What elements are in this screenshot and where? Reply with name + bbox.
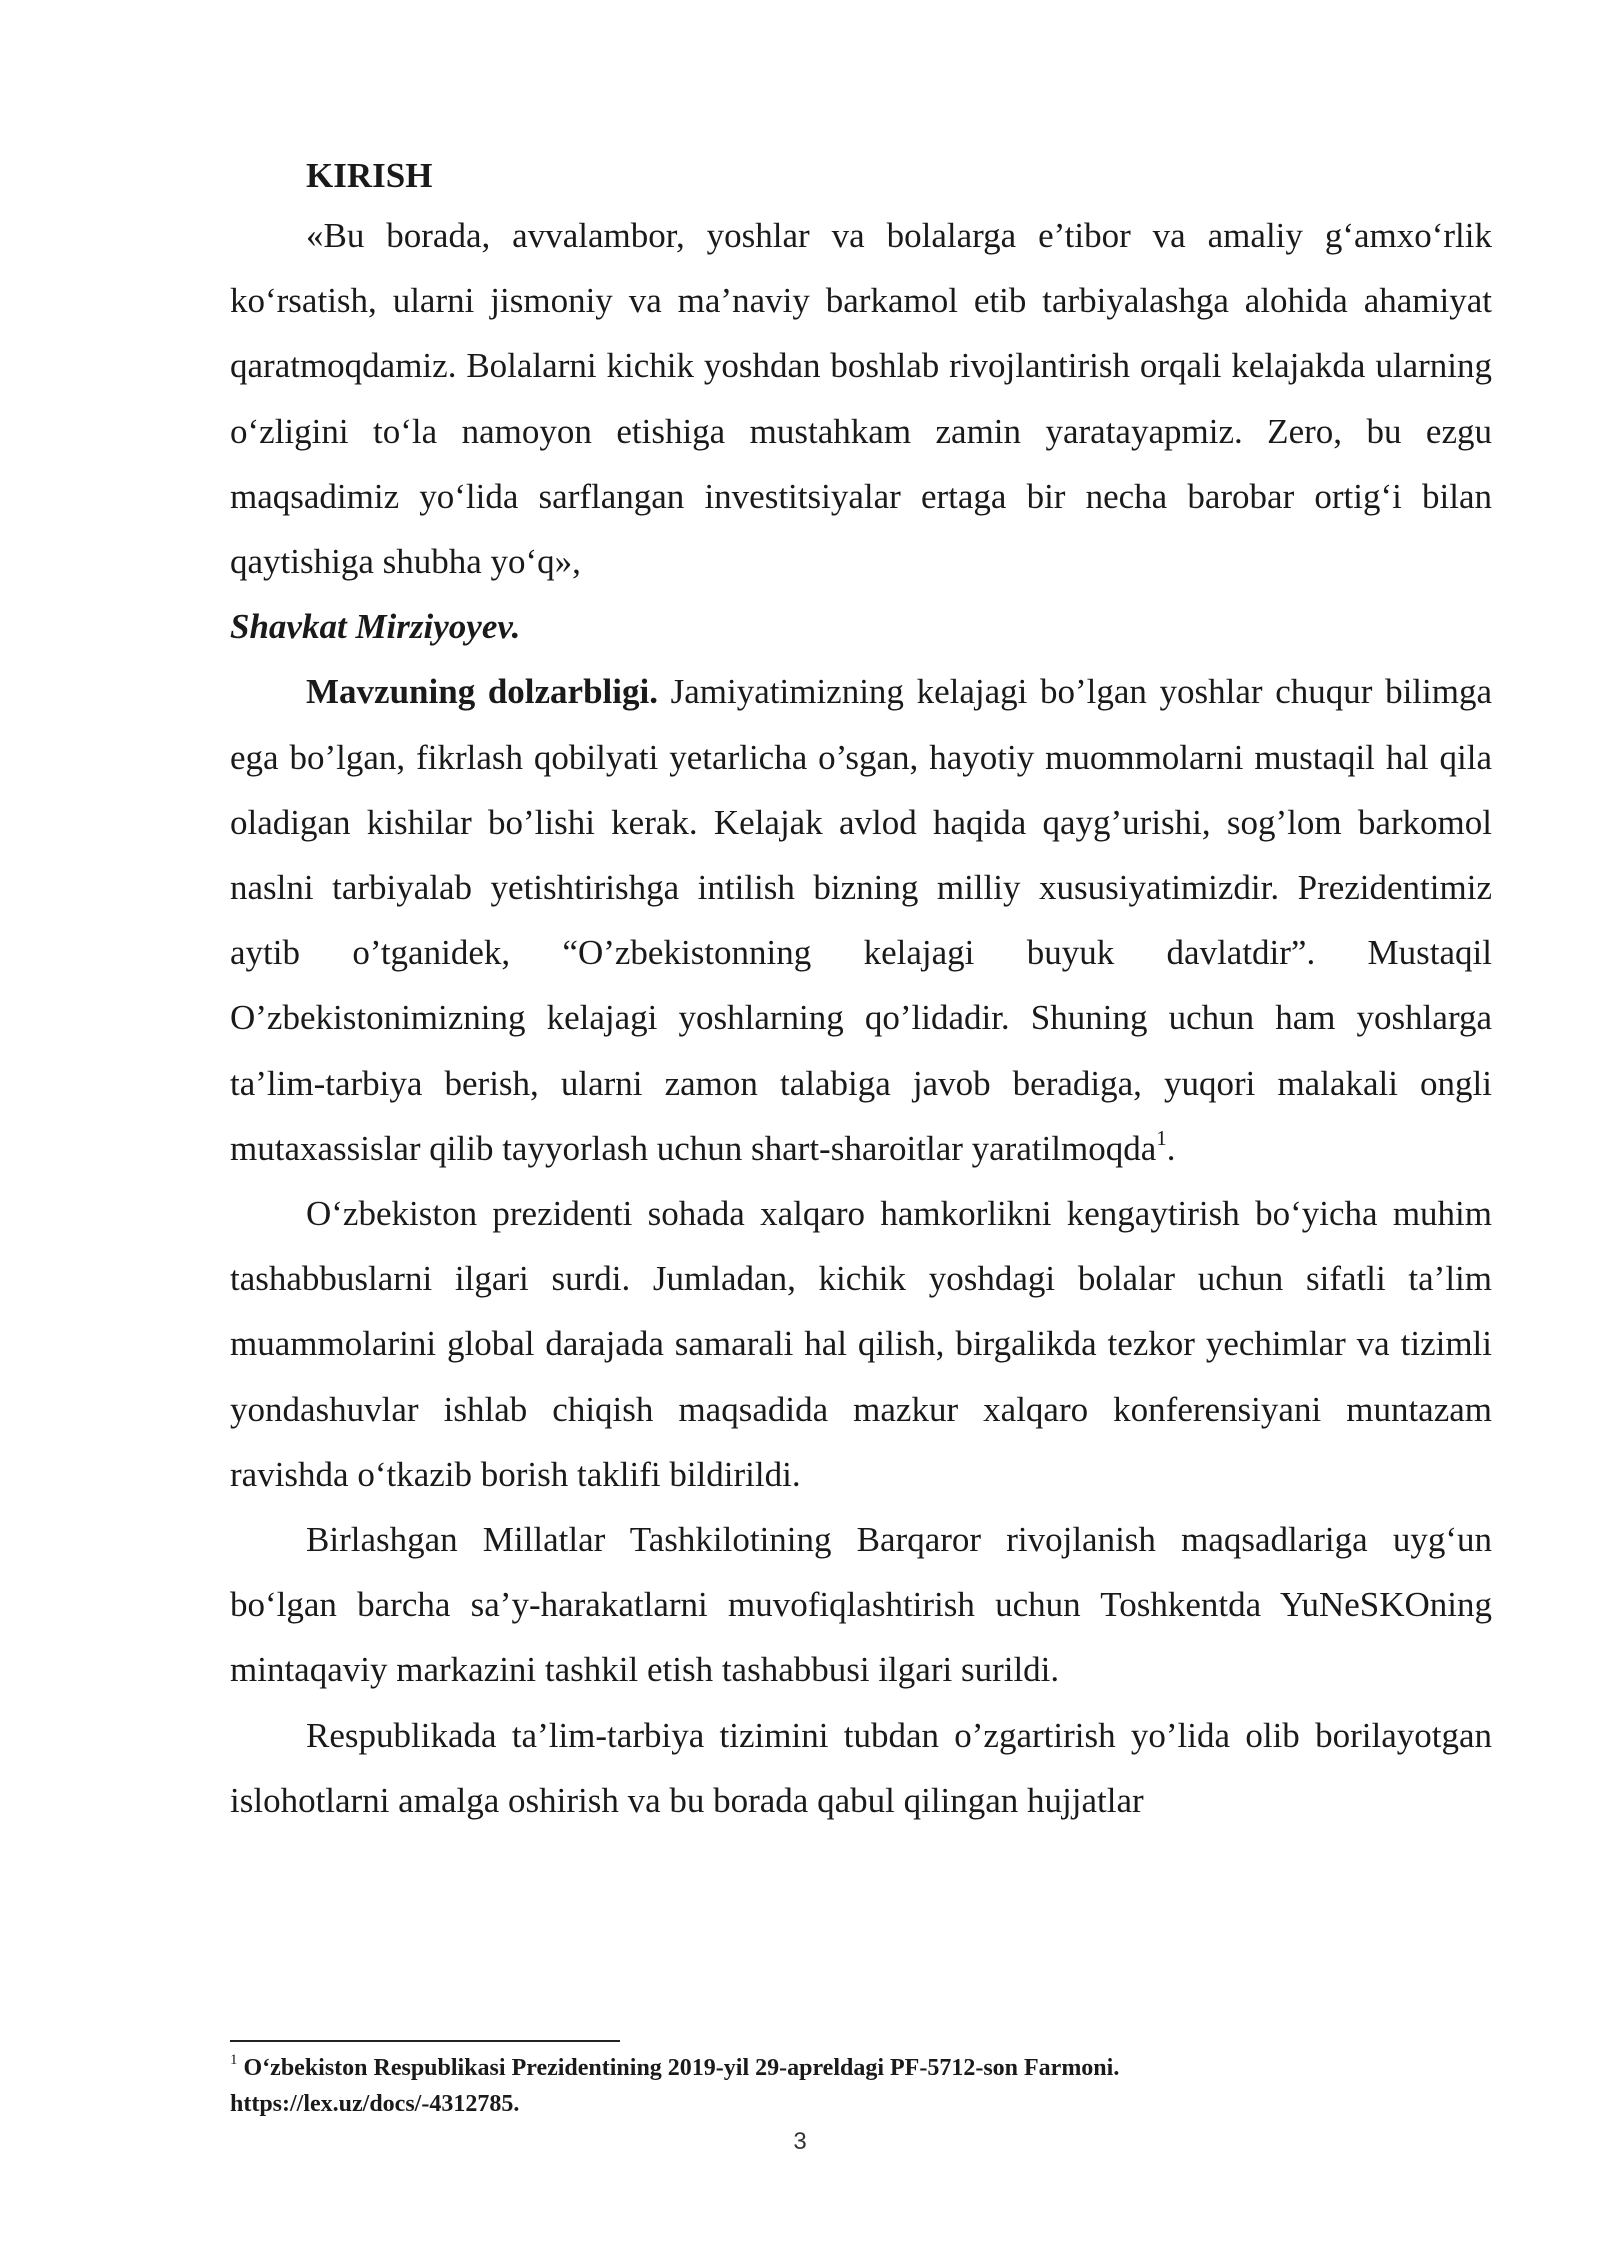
footnote-mark: 1 [230, 2052, 238, 2068]
page-number: 3 [793, 2128, 807, 2155]
page-body [230, 148, 1492, 1833]
footnote [230, 2050, 1492, 2122]
footnote-reference[interactable]: 1 [1156, 1126, 1167, 1151]
footnote-text: O‘zbekiston Respublikasi Prezidentining 2019-yil 29-apreldagi PF-5712-son Farmoni. [237, 2055, 1120, 2081]
relevance-heading: Mavzuning dolzarbligi. [306, 672, 658, 712]
footnote-link[interactable]: https://lex.uz/docs/-4312785. [230, 2091, 520, 2117]
relevance-text: Jamiyatimizning kelajagi bo’lgan yoshlar chuqur bilimga ega bo’lgan, fikrlash qobilyati yetarlicha o’sgan, hayotiy muommolarni mustaqil hal qila oladigan kishilar bo’lishi kerak. Kelajak avlod haqida qayg’urishi, sog’lom barkomol naslni tarbiyalab yetishtirishga intilish bizning milliy xususiyatimizdir. Prezidentimiz aytib o’tganidek, “O’zbekistonning kelajagi buyuk davlatdir”. Mustaqil O’zbekistonimizning kelajagi yoshlarning qo’lidadir. Shuning uchun ham yoshlarga ta’lim-tarbiya berish, ularni zamon talabiga javob beradiga, yuqori malakali ongli mutaxassislar qilib tayyorlash uchun shart-sharoitlar yaratilmoqda [230, 672, 1492, 1168]
paragraph-education-reform: Respublikada ta’lim-tarbiya tizimini tubdan o’zgartirish yo’lida olib borilayotgan islohotlarni amalga oshirish va bu borada qabul qilingan hujjatlar [230, 1715, 1492, 1820]
paragraph-international-cooperation: O‘zbekiston prezidenti sohada xalqaro hamkorlikni kengaytirish bo‘yicha muhim tashabbuslarni ilgari surdi. Jumladan, kichik yoshdagi bolalar uchun sifatli ta’lim muammolarini global darajada samarali hal qilish, birgalikda tezkor yechimlar va tizimli yondashuvlar ishlab chiqish maqsadida mazkur xalqaro konferensiyani muntazam ravishda o‘tkazib borish taklifi bildirildi. [230, 1194, 1492, 1494]
footnote-divider [230, 2040, 620, 2042]
footnote-line [230, 2050, 1492, 2086]
relevance-end: . [1166, 1128, 1176, 1168]
section-title: KIRISH [306, 156, 433, 195]
relevance-paragraph [230, 659, 1492, 1181]
epigraph-quote: «Bu borada, avvalambor, yoshlar va bolalarga e’tibor va amaliy g‘amxo‘rlik ko‘rsatish, ularni jismoniy va ma’naviy barkamol etib tarbiyalashga alohida ahamiyat qaratmoqdamiz. Bolalarni kichik yoshdan boshlab rivojlantirish orqali kelajakda ularning o‘zligini to‘la namoyon etishiga mustahkam zamin yaratayapmiz. Zero, bu ezgu maqsadimiz yo‘lida sarflangan investitsiyalar ertaga bir necha barobar ortig‘i bilan qaytishiga shubha yo‘q», [230, 216, 1492, 582]
paragraph-unesco-center: Birlashgan Millatlar Tashkilotining Barqaror rivojlanish maqsadlariga uyg‘un bo‘lgan barcha sa’y-harakatlarni muvofiqlashtirish uchun Toshkentda YuNeSKOning mintaqaviy markazini tashkil etish tashabbusi ilgari surildi. [230, 1520, 1492, 1690]
epigraph-signature: Shavkat Mirziyoyev. [230, 607, 521, 647]
